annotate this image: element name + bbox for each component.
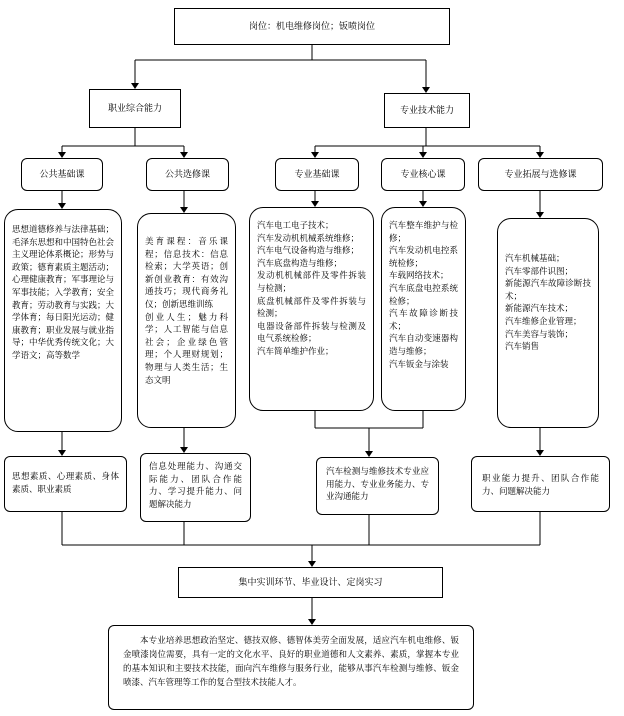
public-elective-course-label: 公共选修课 (164, 169, 210, 180)
course-list-item: 美育课程：音乐课程；信息技术：信息检索；大学英语；创新创业教育：有效沟通技巧；现代商务礼仪；创新思维训练 (145, 237, 228, 310)
course-list-item: 汽车电气设备构造与维修； (257, 246, 360, 257)
major-core-course-list (381, 207, 466, 411)
public-basic-course-list (4, 209, 122, 432)
course-list-item: 新能源汽车故障诊断技术； (505, 279, 591, 302)
ability-text: 信息处理能力、沟通交际能力、团队合作能力、学习提升能力、问题解决能力 (149, 462, 242, 510)
course-list-item: 汽车机械基础； (505, 254, 565, 264)
major-extension-course-box (478, 158, 603, 191)
course-list-item: 汽车电工电子技术； (257, 221, 334, 231)
course-list-item: 汽车钣金与涂装 (389, 359, 449, 370)
public-basic-course-box (21, 158, 103, 191)
general-ability-box (89, 89, 181, 128)
course-list-item: 汽车底盘构造与维修； (257, 258, 343, 269)
course-list-item: 新能源汽车技术； (505, 304, 574, 315)
ability-box-professional (316, 457, 439, 515)
course-list-item: 电器设备部件拆装与检测及电气系统检修； (257, 321, 366, 345)
course-list-item: 汽车销售 (505, 342, 540, 353)
practice-box (178, 567, 443, 598)
course-list-item: 汽车发动机电控系统检修； (389, 246, 458, 269)
ability-box-extension (471, 456, 610, 512)
course-list-item: 汽车自动变速器构造与维修； (389, 334, 458, 357)
course-list-item: 车载网络技术； (389, 271, 449, 282)
public-basic-course-label: 公共基础课 (39, 169, 85, 180)
top-post-box (174, 8, 450, 45)
major-extension-course-label: 专业拓展与选修课 (504, 169, 577, 180)
course-list-item: 汽车底盘电控系统检修； (389, 283, 458, 307)
course-list-item: 创业人生；魅力科学；人工智能与信息社会；企业绿色管理；个人理财规划；物理与人类生活；生态文明 (145, 312, 228, 386)
course-list-item: 汽车发动机机械系统维修； (257, 233, 360, 244)
ability-text: 思想素质、心理素质、身体素质、职业素质 (12, 472, 119, 495)
ability-box-general (140, 453, 251, 522)
public-elective-course-list (137, 213, 236, 428)
course-list-item: 汽车故障诊断技术； (389, 309, 458, 332)
professional-ability-box (384, 93, 470, 128)
professional-ability-label: 专业技术能力 (399, 105, 454, 116)
ability-text: 汽车检测与维修技术专业应用能力、专业业务能力、专业沟通能力 (326, 467, 429, 503)
course-list-item: 汽车简单维护作业； (257, 346, 334, 357)
course-list-item: 思想道德修养与法律基础；毛泽东思想和中国特色社会主义理论体系概论；形势与政策；德育素质主题活动；心理健康教育；军事理论与军事技能；入学教育；安全教育；劳动教育与实践；大学体育；每日阳光运动；健康教育；职业发展与就业指导；中华优秀传统文化；大学语文；高等数学 (12, 225, 115, 361)
ability-text: 职业能力提升、团队合作能力、问题解决能力 (482, 474, 599, 497)
top-post-title: 岗位：机电维修岗位；钣喷岗位 (248, 21, 375, 32)
major-basic-course-label: 专业基础课 (294, 169, 340, 180)
course-list-item: 汽车维修企业管理； (505, 316, 582, 327)
major-core-course-label: 专业核心课 (400, 169, 446, 180)
public-elective-course-box (146, 158, 229, 191)
major-extension-course-list (497, 218, 599, 428)
major-core-course-box (381, 158, 465, 191)
training-goal-box (108, 625, 474, 710)
course-list-item: 发动机机械部件及零件拆装与检测； (257, 271, 366, 294)
course-list-item: 汽车零部件识图； (505, 266, 574, 277)
course-list-item: 底盘机械部件及零件拆装与检测； (257, 296, 366, 320)
course-list-item: 汽车整车维护与检修； (389, 221, 458, 244)
general-ability-label: 职业综合能力 (107, 103, 162, 114)
course-list-item: 汽车美容与装饰； (505, 329, 574, 340)
practice-label: 集中实训环节、毕业设计、定岗实习 (238, 577, 383, 588)
training-goal-text: 本专业培养思想政治坚定、德技双修、德智体美劳全面发展，适应汽车机电维修、钣金喷漆岗位需要，具有一定的文化水平、良好的职业道德和人文素养、素质，掌握本专业的基本知识和主要技术技能，面向汽车维修与服务行业，能够从事汽车检测与维修、钣金喷漆、汽车管理等工作的复合型技术技能人才。 (123, 636, 459, 688)
major-basic-course-list (249, 207, 374, 411)
ability-box-quality (4, 456, 127, 512)
major-basic-course-box (275, 158, 359, 191)
